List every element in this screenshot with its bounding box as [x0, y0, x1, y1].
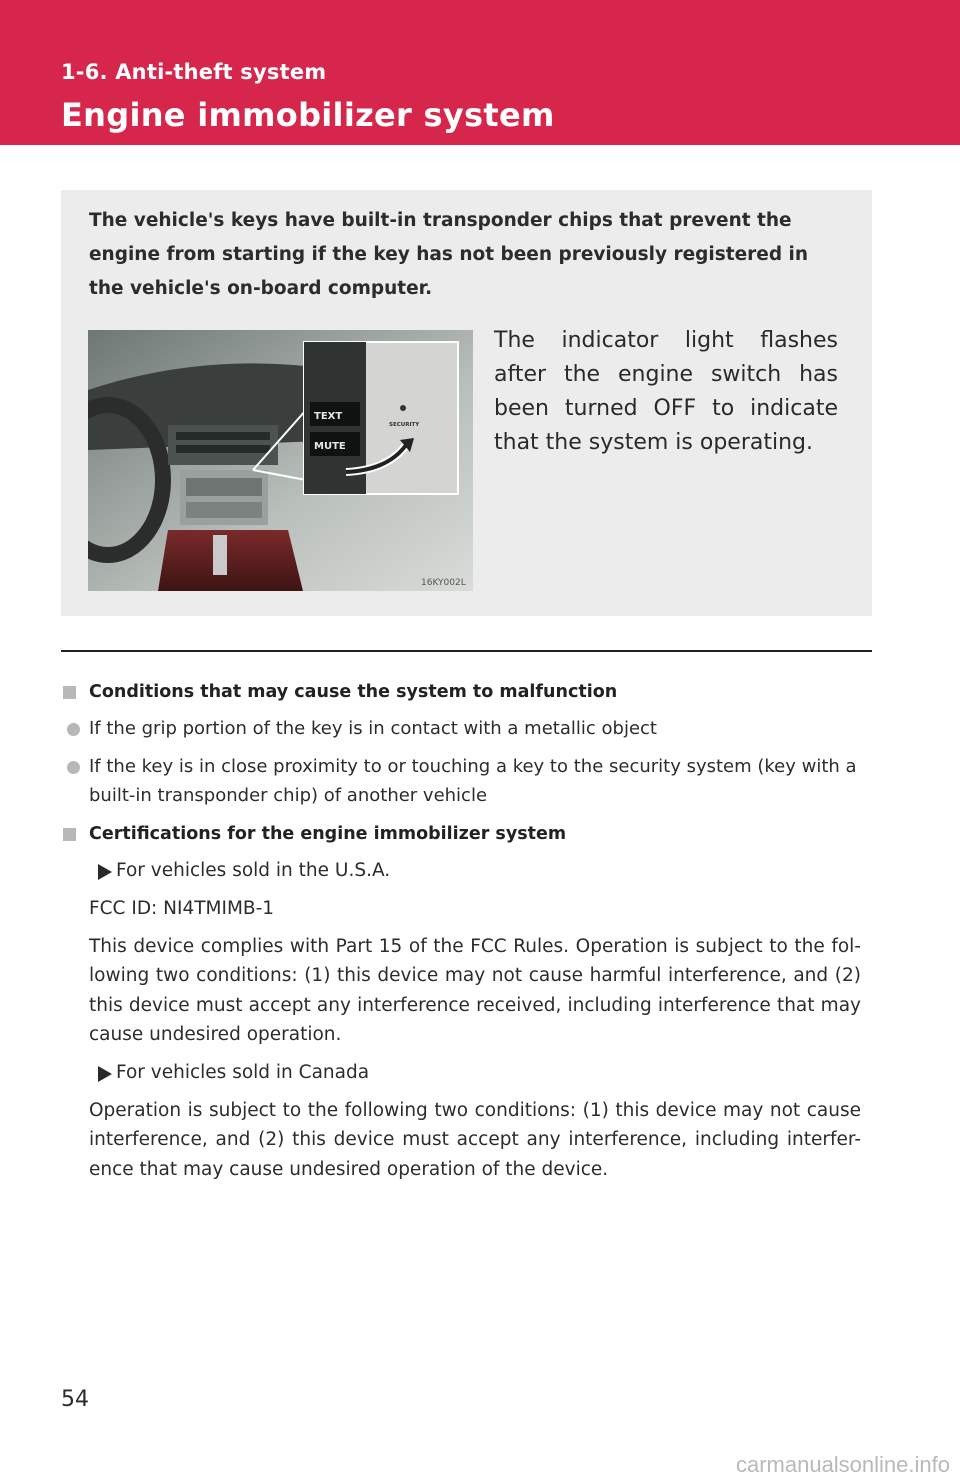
text-button-label: TEXT	[314, 411, 343, 422]
section-label: 1-6. Anti-theft system	[61, 60, 327, 84]
certifications-heading	[61, 818, 861, 850]
usa-label	[61, 856, 861, 886]
list-item-text: If the grip portion of the key is in contact with a metallic object	[89, 718, 657, 739]
square-bullet-icon	[63, 828, 76, 841]
notes-section	[61, 676, 861, 1184]
triangle-pointer-icon	[98, 864, 112, 880]
section-divider	[61, 650, 872, 652]
certifications-heading-text: Certifications for the engine immobilizer system	[89, 824, 567, 844]
security-label: SECURITY	[389, 422, 420, 428]
intro-text: The vehicle's keys have built-in transponder chips that prevent the engine from starting if the key has not been previously registered in the vehicle's on-board computer.	[89, 210, 809, 299]
square-bullet-icon	[63, 686, 76, 699]
image-code: 16KY002L	[421, 578, 466, 588]
canada-compliance-text: Operation is subject to the following two conditions: (1) this device may not cause interference, and (2) this device must accept any interference, including interfer-ence that may cause undesired operation of the device.	[89, 1099, 861, 1180]
list-item	[61, 714, 861, 743]
triangle-pointer-icon	[98, 1066, 112, 1082]
circle-bullet-icon	[67, 723, 80, 736]
canada-label-text: For vehicles sold in Canada	[116, 1061, 370, 1083]
conditions-heading	[61, 676, 861, 708]
fcc-id: FCC ID: NI4TMIMB-1	[89, 898, 275, 919]
mute-button-label: MUTE	[314, 441, 346, 452]
page-title: Engine immobilizer system	[61, 96, 555, 134]
indicator-description: The indicator light flashes after the engine switch has been turned OFF to indicate that the system is operating.	[494, 328, 838, 455]
circle-bullet-icon	[67, 761, 80, 774]
intro-box	[61, 190, 872, 616]
usa-compliance-text: This device complies with Part 15 of the FCC Rules. Operation is subject to the fol-lowing two conditions: (1) this device may not cause harmful interference, and (2) this device must accept any interference received, including interference that may cause undesired operation.	[89, 935, 861, 1045]
conditions-heading-text: Conditions that may cause the system to malfunction	[89, 682, 618, 702]
list-item	[61, 752, 861, 810]
header-band	[0, 0, 960, 145]
usa-label-text: For vehicles sold in the U.S.A.	[116, 860, 391, 881]
list-item-text: If the key is in close proximity to or touching a key to the security system (key with a built-in transponder chip) of another vehicle	[89, 756, 857, 806]
canada-label	[61, 1058, 861, 1088]
page-number: 54	[61, 1387, 89, 1412]
dashboard-photo	[88, 330, 473, 591]
watermark: carmanualsonline.info	[735, 1452, 950, 1477]
